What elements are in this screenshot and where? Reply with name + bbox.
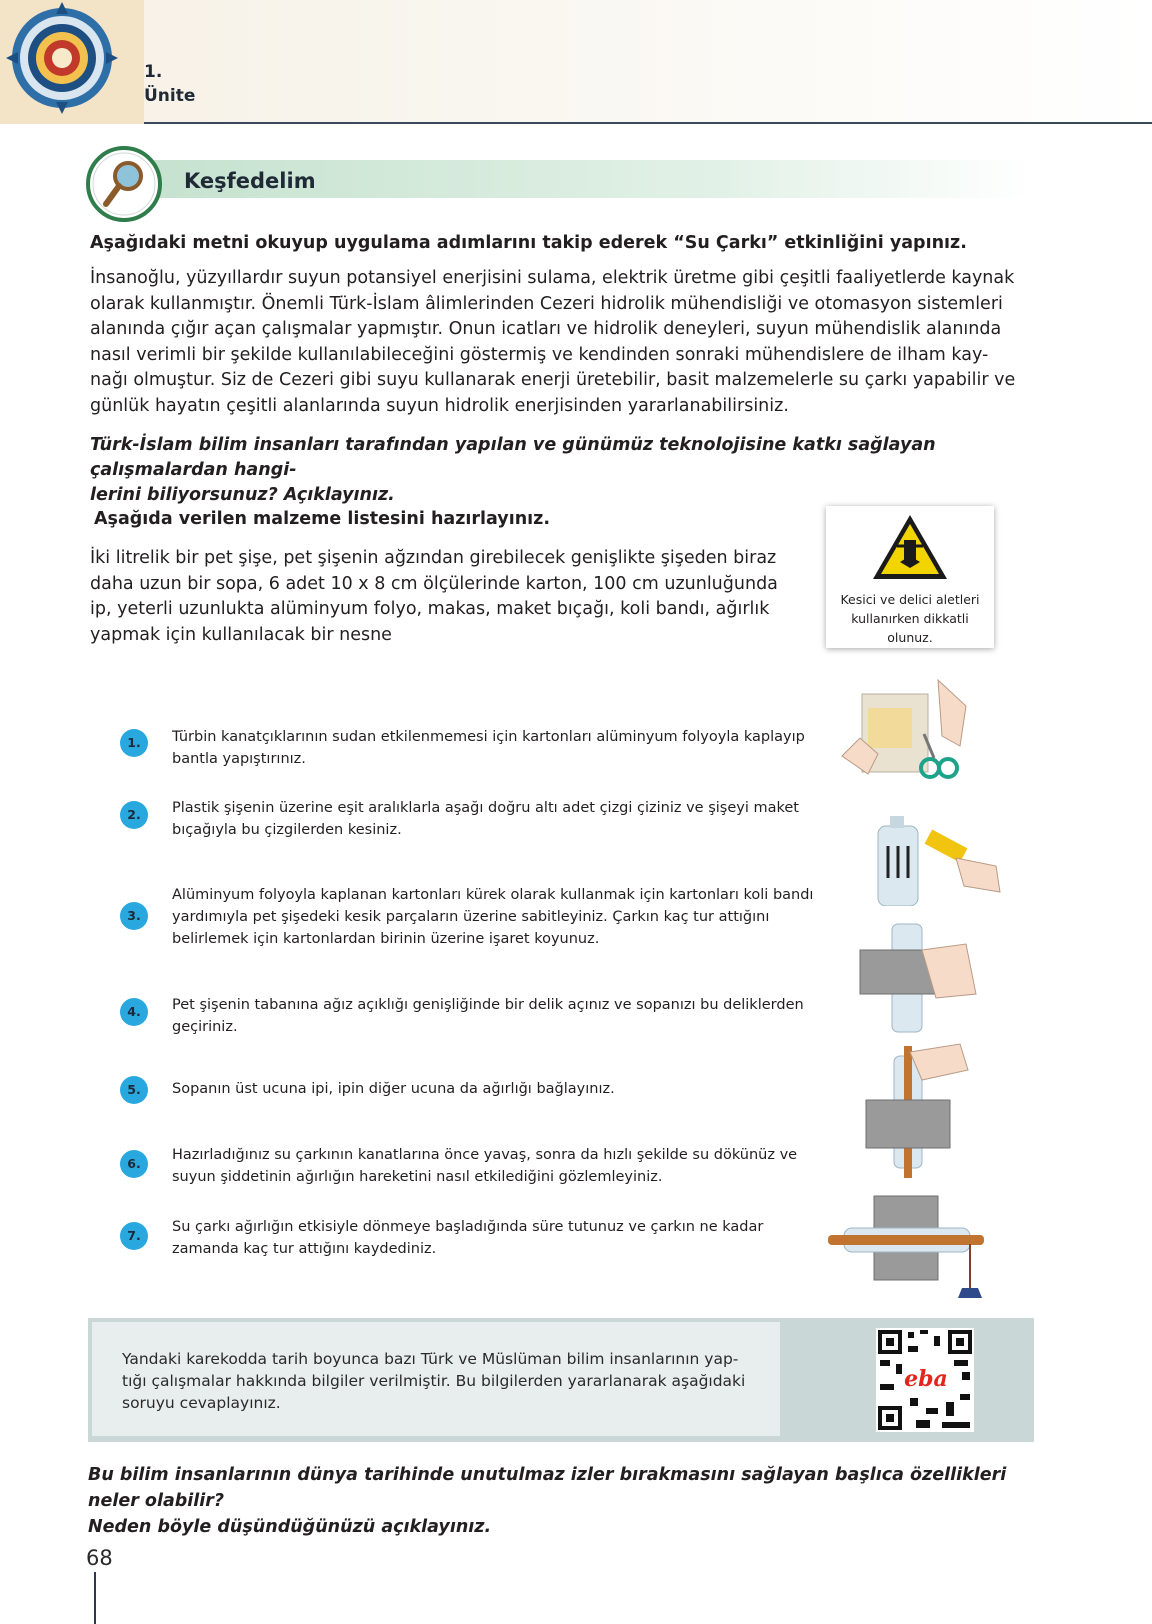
materials-line: İki litrelik bir pet şişe, pet şişenin ağzından girebilecek genişlikte şişeden biraz xyxy=(90,548,777,568)
instruction: Aşağıdaki metni okuyup uygulama adımlarını takip ederek “Su Çarkı” etkinliğini yapınız. xyxy=(90,233,967,253)
question-line: Bu bilim insanlarının dünya tarihinde unutulmaz izler bırakmasını sağlayan başlıca özellikleri neler olabilir? xyxy=(88,1465,1007,1511)
step-number: 2. xyxy=(120,801,148,829)
foil-wrapping-illustration xyxy=(838,676,978,788)
step-number: 7. xyxy=(120,1222,148,1250)
materials-line: ip, yeterli uzunlukta alüminyum folyo, makas, maket bıçağı, koli bandı, ağırlık xyxy=(90,599,770,619)
page-number: 68 xyxy=(86,1546,113,1570)
materials-list xyxy=(90,546,794,648)
step-number: 5. xyxy=(120,1076,148,1104)
intro-line: İnsanoğlu, yüzyıllardır suyun potansiyel enerjisini sulama, elektrik üretme gibi çeşitli faaliyetlerde kaynak xyxy=(90,268,1015,288)
materials-line: daha uzun bir sopa, 6 adet 10 x 8 cm ölçülerinde karton, 100 cm uzunluğunda xyxy=(90,573,778,594)
attach-blades-illustration xyxy=(858,920,978,1036)
question-line: lerini biliyorsunuz? Açıklayınız. xyxy=(90,485,395,505)
step-text: Hazırladığınız su çarkının kanatlarına önce yavaş, sonra da hızlı şekilde su dökünüz ve suyun şiddetinin ağırlığın hareketini nasıl etkilediğini gözlemleyiniz. xyxy=(172,1147,798,1185)
step-text: Alüminyum folyoyla kaplanan kartonları kürek olarak kullanmak için kartonları koli bandı yardımıyla pet şişedeki kesik parçaların üzerine sabitleyiniz. Çarkın kaç tur attığını belirlemek için kartonlardan birinin üzerine işaret koyunuz. xyxy=(172,887,814,947)
magnifier-icon xyxy=(86,146,162,222)
intro-line: olarak kullanmıştır. Önemli Türk-İslam âlimlerinden Cezeri hidrolik mühendisliği ve otomasyon sistemleri xyxy=(90,293,1003,314)
eba-logo-text: eba xyxy=(904,1366,948,1392)
step-text: Plastik şişenin üzerine eşit aralıklarla aşağı doğru altı adet çizgi çiziniz ve şişeyi maket bıçağıyla bu çizgilerden kesiniz. xyxy=(172,800,799,838)
step-number: 6. xyxy=(120,1150,148,1178)
intro-line: nasıl verimli bir şekilde kullanılabileceğini göstermiş ve kendinden sonraki mühendislere de ilham kay- xyxy=(90,344,989,365)
footer-rule xyxy=(94,1572,96,1624)
unit-label: Ünite xyxy=(144,86,196,106)
intro-paragraph xyxy=(90,266,1034,419)
warning-card xyxy=(826,506,994,648)
question-1 xyxy=(90,433,1030,508)
bottle-cutting-illustration xyxy=(872,816,1006,906)
insert-stick-illustration xyxy=(864,1040,974,1180)
intro-line: nağı olmuştur. Siz de Cezeri gibi suyu kullanarak enerji üretebilir, basit malzemelerle su çarkı yapabilir ve xyxy=(90,370,1016,390)
step-text: Sopanın üst ucuna ipi, ipin diğer ucuna da ağırlığı bağlayınız. xyxy=(172,1081,615,1097)
step-text: Su çarkı ağırlığın etkisiyle dönmeye başladığında süre tutunuz ve çarkın ne kadar zamanda kaç tur attığını kaydediniz. xyxy=(172,1219,764,1257)
qr-box-text: Yandaki karekodda tarih boyunca bazı Türk ve Müslüman bilim insanlarının yap- tığı çalışmalar hakkında bilgiler verilmiştir. Bu bilgilerden yararlanarak aşağıdaki soruyu cevaplayınız. xyxy=(122,1350,746,1412)
materials-heading: Aşağıda verilen malzeme listesini hazırlayınız. xyxy=(94,509,550,529)
intro-line: günlük hayatın çeşitli alanlarında suyun hidrolik enerjisinden yararlanabilirsiniz. xyxy=(90,395,789,416)
step-number: 4. xyxy=(120,998,148,1026)
step-text: Türbin kanatçıklarının sudan etkilenmemesi için kartonları alüminyum folyoyla kaplayıp bantla yapıştırınız. xyxy=(172,729,805,767)
materials-line: yapmak için kullanılacak bir nesne xyxy=(90,624,392,645)
step-number: 3. xyxy=(120,902,148,930)
section-title: Keşfedelim xyxy=(184,169,316,193)
step-number: 1. xyxy=(120,729,148,757)
question-line: Türk-İslam bilim insanları tarafından yapılan ve günümüz teknolojisine katkı sağlayan çalışmalardan hangi- xyxy=(90,435,936,480)
intro-line: alanında çığır açan çalışmalar yapmıştır. Onun icatları ve hidrolik deneyleri, suyun mühendislik alanında xyxy=(90,319,1002,339)
step-text: Pet şişenin tabanına ağız açıklığı genişliğinde bir delik açınız ve sopanızı bu deliklerden geçiriniz. xyxy=(172,997,804,1035)
cut-hazard-warning-icon xyxy=(870,512,950,582)
warning-caption: Kesici ve delici aletleri kullanırken dikkatli olunuz. xyxy=(840,592,980,645)
question-line: Neden böyle düşündüğünüzü açıklayınız. xyxy=(88,1517,492,1537)
question-2 xyxy=(88,1462,1048,1540)
unit-number: 1. xyxy=(144,62,163,82)
water-wheel-illustration xyxy=(824,1194,990,1306)
ornament-rosette-icon xyxy=(0,0,144,124)
header-rule xyxy=(144,122,1152,124)
qr-code[interactable] xyxy=(876,1328,974,1432)
